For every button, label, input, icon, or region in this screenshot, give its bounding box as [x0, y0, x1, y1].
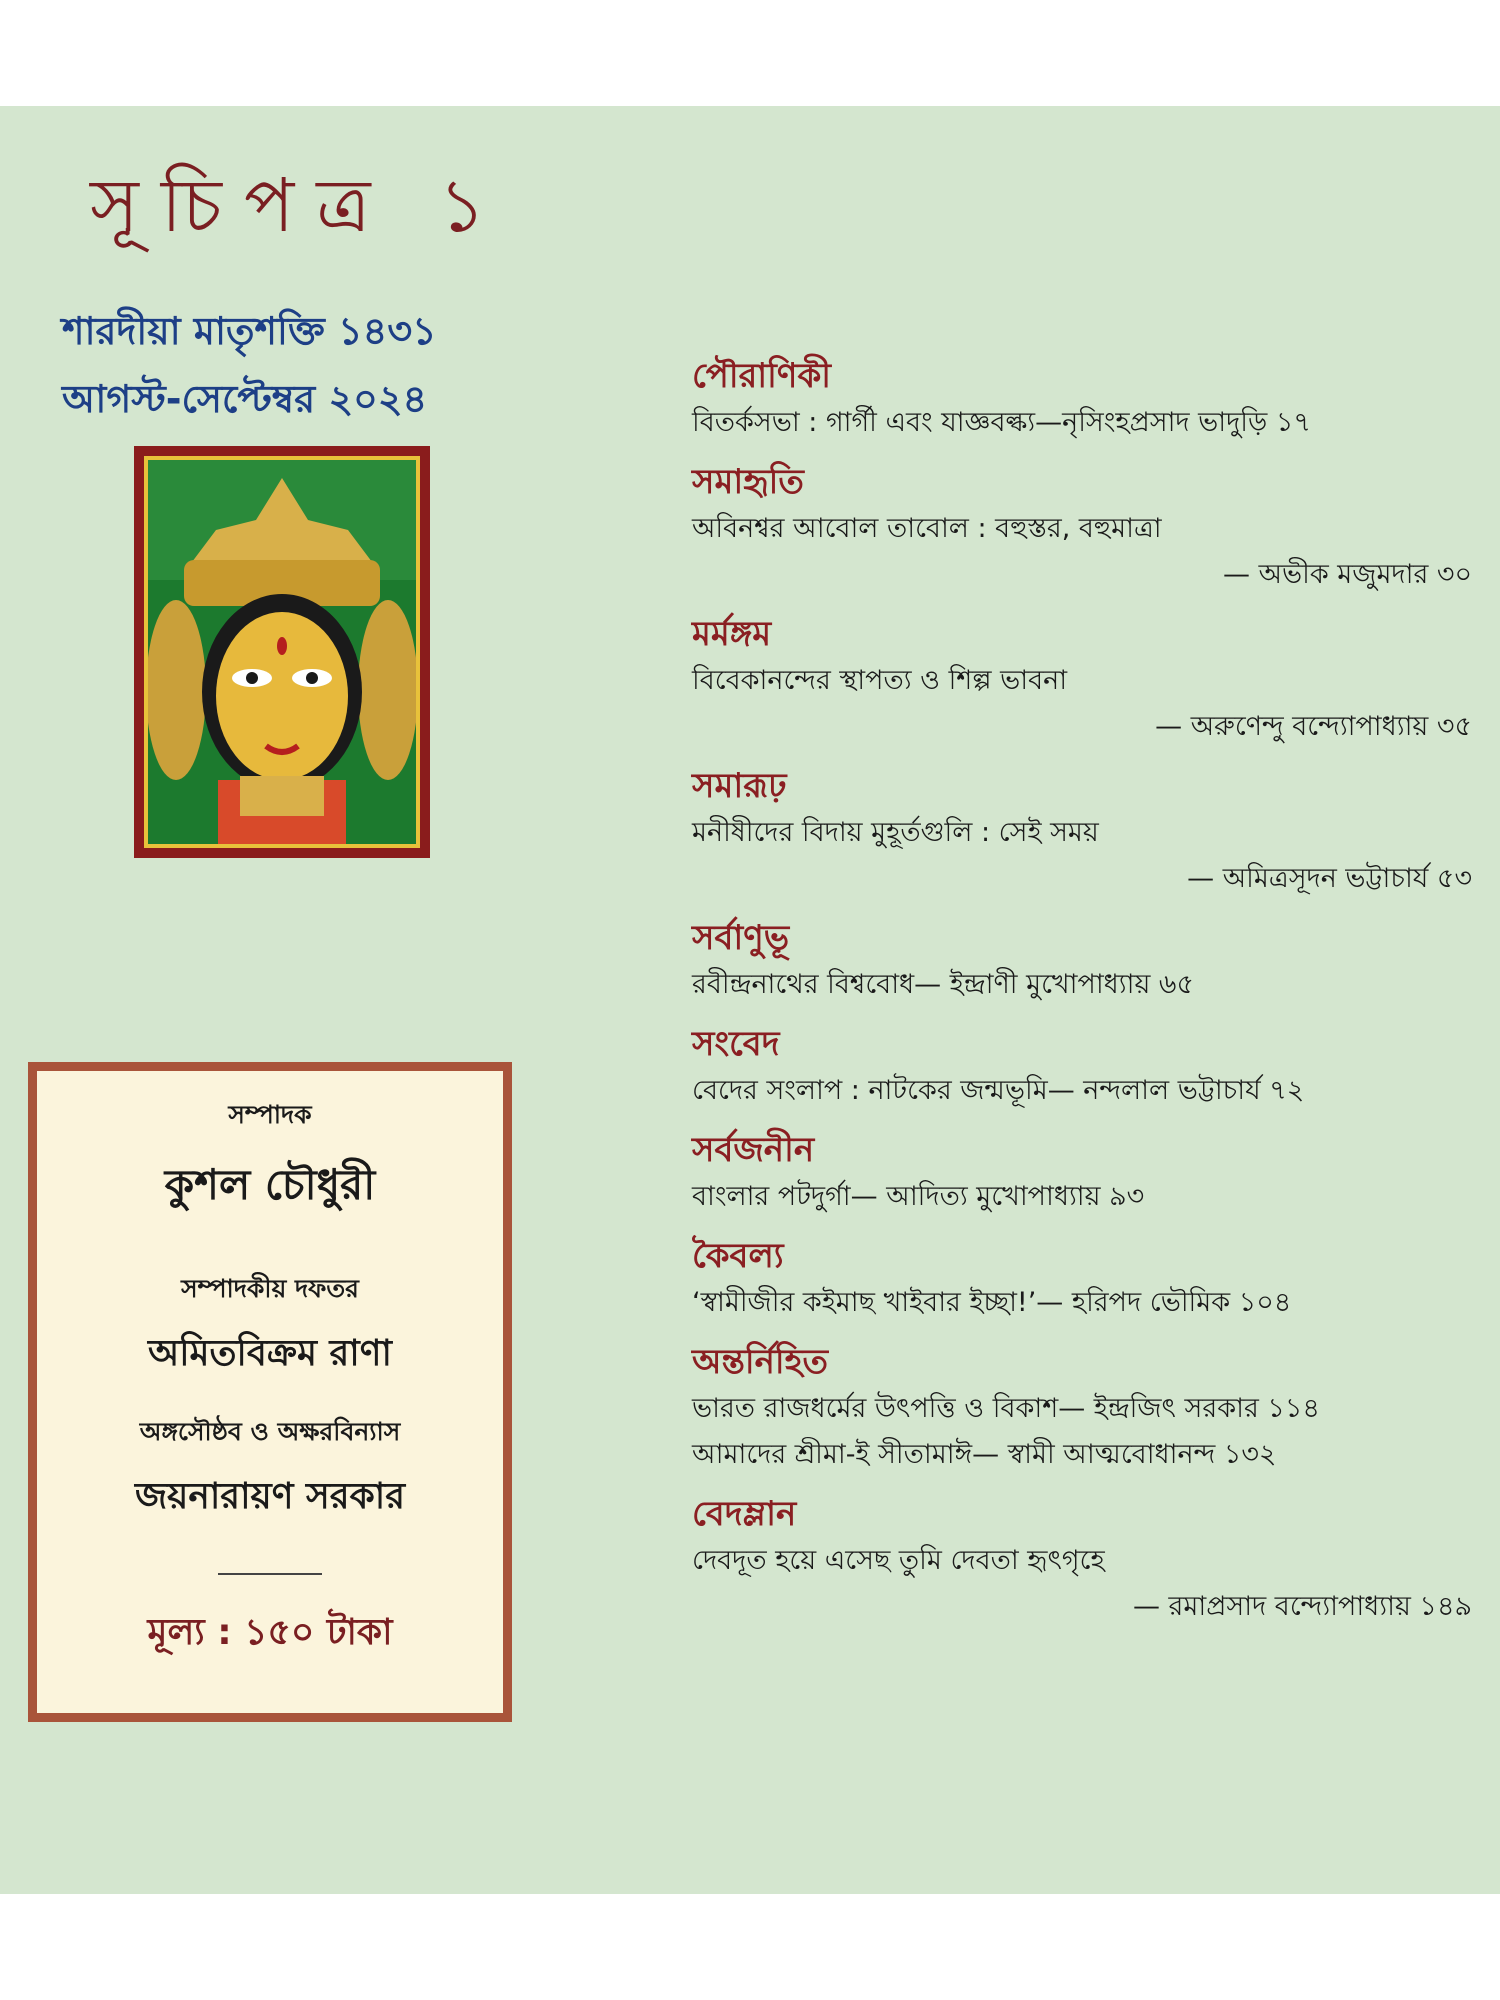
entry-title: বিবেকানন্দের স্থাপত্য ও শিল্প ভাবনা: [692, 665, 1068, 696]
toc-section: [692, 458, 1482, 598]
toc-entry: ‘স্বামীজীর কইমাছ খাইবার ইচ্ছা!’— হরিপদ ভৌমিক ১০৪: [692, 1287, 1292, 1318]
toc-entry: আমাদের শ্রীমা-ই সীতামাঈ— স্বামী আত্মবোধানন্দ ১৩২: [692, 1439, 1277, 1470]
issue-name: শারদীয়া মাতৃশক্তি ১৪৩১: [62, 309, 437, 353]
toc-section: [692, 1232, 1482, 1326]
editor-label: সম্পাদক: [228, 1100, 312, 1129]
section-heading: সমাহৃতি: [692, 462, 804, 502]
toc-entry: রবীন্দ্রনাথের বিশ্ববোধ— ইন্দ্রাণী মুখোপাধ্যায় ৬৫: [692, 969, 1195, 1000]
toc-section: [692, 914, 1482, 1008]
toc-entry: ভারত রাজধর্মের উৎপত্তি ও বিকাশ— ইন্দ্রজিৎ সরকার ১১৪: [692, 1393, 1320, 1424]
section-heading: বেদম্লান: [692, 1494, 797, 1534]
section-heading: সংবেদ: [692, 1024, 780, 1064]
entry-title: মনীষীদের বিদায় মুহূর্তগুলি : সেই সময়: [692, 817, 1099, 848]
section-heading: সর্বাণুভূ: [692, 918, 790, 958]
toc-section: [692, 1020, 1482, 1114]
toc-section: [692, 352, 1482, 446]
entry-author-page: — অমিত্রসূদন ভট্টাচার্য ৫৩: [1187, 863, 1472, 894]
issue-date: আগস্ট-সেপ্টেম্বর ২০২৪: [62, 377, 428, 421]
section-heading: অন্তর্নিহিত: [692, 1342, 829, 1382]
price: মূল্য : ১৫০ টাকা: [147, 1612, 393, 1653]
office-name: অমিতবিক্রম রাণা: [148, 1333, 392, 1374]
section-heading: পৌরাণিকী: [692, 356, 831, 396]
divider: [218, 1573, 322, 1575]
editor-name: কুশল চৌধুরী: [164, 1160, 376, 1209]
goddess-face-image: [148, 460, 416, 844]
toc-section: [692, 610, 1482, 750]
entry-title: দেবদূত হয়ে এসেছ তুমি দেবতা হৃৎগৃহে: [692, 1545, 1105, 1576]
table-of-contents: [692, 352, 1482, 1642]
page-title: সূচিপত্র ১: [90, 163, 509, 249]
toc-entry: বিতর্কসভা : গার্গী এবং যাজ্ঞবল্ক্য—নৃসিংহপ্রসাদ ভাদুড়ি ১৭: [692, 407, 1311, 438]
design-name: জয়নারায়ণ সরকার: [134, 1476, 406, 1517]
design-label: অঙ্গসৌষ্ঠব ও অক্ষরবিন্যাস: [139, 1417, 401, 1446]
entry-author-page: — অভীক মজুমদার ৩০: [1223, 559, 1472, 590]
toc-section: [692, 762, 1482, 902]
section-heading: সর্বজনীন: [692, 1130, 815, 1170]
section-heading: কৈবল্য: [692, 1236, 784, 1276]
toc-entry: বাংলার পটদুর্গা— আদিত্য মুখোপাধ্যায় ৯৩: [692, 1181, 1145, 1212]
toc-section: [692, 1338, 1482, 1478]
entry-author-page: — রমাপ্রসাদ বন্দ্যোপাধ্যায় ১৪৯: [1132, 1591, 1472, 1622]
magazine-page: [0, 106, 1500, 1894]
entry-author-page: — অরুণেন্দু বন্দ্যোপাধ্যায় ৩৫: [1155, 711, 1472, 742]
toc-entry: বেদের সংলাপ : নাটকের জন্মভূমি— নন্দলাল ভট্টাচার্য ৭২: [692, 1075, 1305, 1106]
section-heading: মর্মঙ্গম: [692, 614, 772, 654]
office-label: সম্পাদকীয় দফতর: [181, 1274, 359, 1303]
toc-section: [692, 1126, 1482, 1220]
entry-title: অবিনশ্বর আবোল তাবোল : বহুস্তর, বহুমাত্রা: [692, 513, 1162, 544]
goddess-portrait: [134, 446, 430, 858]
section-heading: সমারূঢ়: [692, 766, 787, 806]
toc-section: [692, 1490, 1482, 1630]
credits-box: [28, 1062, 512, 1722]
